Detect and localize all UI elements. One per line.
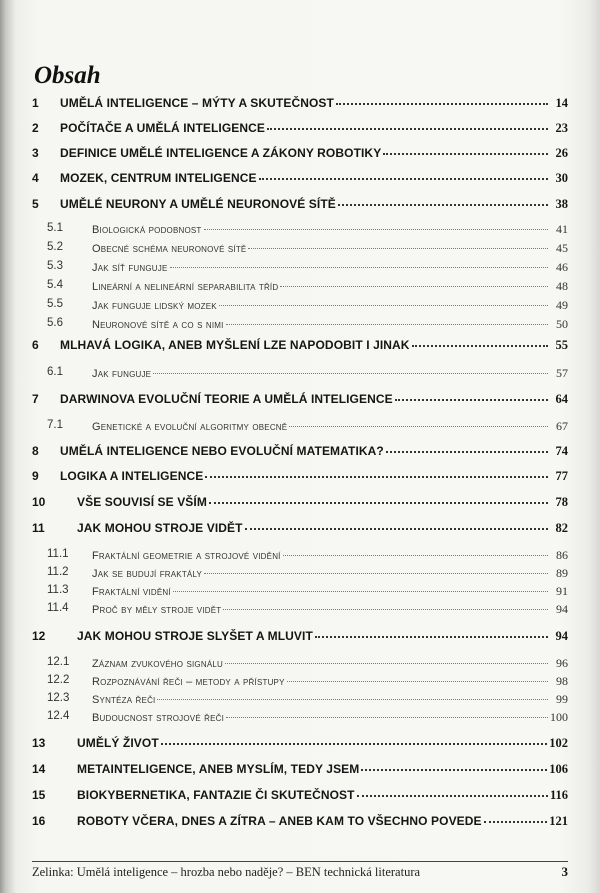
toc-entry-title: POČÍTAČE A UMĚLÁ INTELIGENCE — [60, 121, 266, 135]
toc-entry-title: DEFINICE UMĚLÉ INTELIGENCE A ZÁKONY ROBOTIKY — [60, 146, 382, 160]
toc-subentry[interactable] — [0, 656, 568, 671]
toc-entry-page: 38 — [555, 197, 568, 211]
toc-entry-title: Neuronové sítě a co s nimi — [92, 319, 224, 331]
toc-entry-page: 96 — [556, 656, 568, 670]
toc-chapter-entry[interactable] — [0, 146, 568, 161]
toc-entry-title: MLHAVÁ LOGIKA, ANEB MYŠLENÍ LZE NAPODOBIT I JINAK — [60, 338, 410, 352]
toc-entry-title: Záznam zvukového signálu — [92, 658, 223, 670]
toc-entry-page: 26 — [555, 146, 568, 160]
toc-subentry[interactable] — [0, 366, 568, 381]
toc-entry-number: 13 — [32, 736, 46, 750]
toc-chapter-entry[interactable] — [0, 444, 568, 459]
toc-entry-title: Fraktální vidění — [92, 586, 171, 598]
dot-leader — [226, 716, 548, 718]
dot-leader — [361, 768, 547, 771]
toc-entry-page: 23 — [555, 121, 568, 135]
footer-page-number: 3 — [561, 864, 568, 879]
toc-chapter-entry[interactable] — [0, 495, 568, 510]
dot-leader — [204, 228, 548, 230]
toc-entry-title: Jak funguje — [92, 368, 152, 380]
dot-leader — [395, 398, 548, 401]
toc-entry-number: 7.1 — [47, 419, 63, 431]
toc-entry-page: 106 — [549, 762, 568, 776]
toc-entry-number: 5 — [32, 197, 39, 211]
dot-leader — [386, 450, 548, 453]
toc-entry-title: VŠE SOUVISÍ SE VŠÍM — [77, 495, 207, 509]
toc-subentry[interactable] — [0, 566, 568, 581]
dot-leader — [289, 425, 548, 427]
toc-entry-number: 5.3 — [47, 260, 63, 272]
toc-entry-page: 64 — [555, 392, 568, 406]
toc-entry-title: Budoucnost strojové řeči — [92, 712, 225, 724]
dot-leader — [225, 662, 548, 664]
toc-entry-title: METAINTELIGENCE, ANEB MYSLÍM, TEDY JSEM — [77, 762, 360, 776]
dot-leader — [259, 177, 548, 180]
toc-chapter-entry[interactable] — [0, 736, 568, 751]
toc-chapter-entry[interactable] — [0, 96, 568, 111]
toc-entry-number: 12 — [32, 629, 46, 643]
toc-entry-page: 99 — [556, 692, 568, 706]
toc-entry-page: 55 — [555, 338, 568, 352]
dot-leader — [204, 572, 548, 574]
toc-entry-number: 6.1 — [47, 366, 63, 378]
toc-entry-page: 82 — [555, 521, 568, 535]
toc-entry-number: 5.2 — [47, 241, 63, 253]
toc-entry-page: 78 — [555, 495, 568, 509]
dot-leader — [161, 742, 547, 745]
toc-entry-page: 49 — [556, 298, 568, 312]
toc-entry-title: ROBOTY VČERA, DNES A ZÍTRA – ANEB KAM TO VŠECHNO POVEDE — [77, 814, 482, 828]
toc-subentry[interactable] — [0, 674, 568, 689]
toc-subentry[interactable] — [0, 298, 568, 313]
toc-entry-title: BIOKYBERNETIKA, FANTAZIE ČI SKUTEČNOST — [77, 788, 355, 802]
toc-entry-number: 15 — [32, 788, 46, 802]
toc-entry-page: 57 — [556, 366, 568, 380]
toc-entry-title: Biologická podobnost — [92, 224, 202, 236]
toc-entry-number: 3 — [32, 146, 39, 160]
dot-leader — [226, 323, 548, 325]
toc-entry-page: 48 — [556, 279, 568, 293]
toc-entry-title: DARWINOVA EVOLUČNÍ TEORIE A UMĚLÁ INTELIGENCE — [60, 392, 393, 406]
toc-entry-number: 5.1 — [47, 222, 63, 234]
dot-leader — [170, 266, 548, 268]
toc-entry-page: 86 — [556, 548, 568, 562]
toc-entry-number: 12.2 — [47, 674, 70, 686]
dot-leader — [223, 608, 548, 610]
dot-leader — [315, 635, 548, 638]
toc-entry-title: Rozpoznávání řeči – metody a přístupy — [92, 676, 285, 688]
toc-subentry[interactable] — [0, 548, 568, 563]
toc-entry-title: UMĚLÝ ŽIVOT — [77, 736, 159, 750]
toc-entry-number: 5.6 — [47, 317, 63, 329]
toc-subentry[interactable] — [0, 602, 568, 617]
footer-text: Zelinka: Umělá inteligence – hrozba nebo naděje? – BEN technická literatura — [32, 865, 421, 879]
toc-entry-page: 89 — [556, 566, 568, 580]
toc-entry-page: 14 — [555, 96, 568, 110]
toc-entry-page: 50 — [556, 317, 568, 331]
toc-chapter-entry[interactable] — [0, 338, 568, 353]
toc-entry-title: Proč by měly stroje vidět — [92, 604, 222, 616]
toc-entry-title: LOGIKA A INTELIGENCE — [60, 469, 204, 483]
dot-leader — [338, 203, 548, 206]
toc-entry-number: 11.2 — [47, 566, 69, 578]
toc-entry-number: 7 — [32, 392, 39, 406]
toc-entry-number: 11 — [32, 521, 45, 535]
toc-entry-number: 12.1 — [47, 656, 70, 668]
dot-leader — [157, 698, 548, 700]
toc-chapter-entry[interactable] — [0, 392, 568, 407]
dot-leader — [287, 680, 548, 682]
toc-entry-number: 11.1 — [47, 548, 69, 560]
toc-entry-page: 74 — [555, 444, 568, 458]
toc-entry-title: MOZEK, CENTRUM INTELIGENCE — [60, 171, 257, 185]
toc-entry-page: 30 — [555, 171, 568, 185]
toc-subentry[interactable] — [0, 317, 568, 332]
toc-entry-title: UMĚLÁ INTELIGENCE NEBO EVOLUČNÍ MATEMATIKA? — [60, 444, 384, 458]
toc-entry-number: 2 — [32, 121, 39, 135]
toc-entry-page: 116 — [549, 788, 568, 802]
dot-leader — [248, 247, 548, 249]
toc-entry-title: Fraktální geometrie a strojové vidění — [92, 550, 281, 562]
toc-entry-number: 5.5 — [47, 298, 63, 310]
toc-chapter-entry[interactable] — [0, 788, 568, 803]
toc-entry-title: Jak síť funguje — [92, 262, 168, 274]
toc-entry-number: 16 — [32, 814, 46, 828]
toc-entry-page: 94 — [555, 629, 568, 643]
toc-entry-page: 67 — [556, 419, 568, 433]
toc-entry-number: 11.4 — [47, 602, 69, 614]
dot-leader — [383, 152, 548, 155]
toc-subentry[interactable] — [0, 692, 568, 707]
toc-entry-page: 77 — [555, 469, 568, 483]
toc-subentry[interactable] — [0, 241, 568, 256]
toc-chapter-entry[interactable] — [0, 629, 568, 644]
dot-leader — [484, 820, 548, 823]
dot-leader — [412, 344, 548, 347]
toc-entry-number: 14 — [32, 762, 46, 776]
toc-entry-number: 10 — [32, 495, 46, 509]
footer-rule — [32, 861, 568, 862]
toc-entry-number: 12.4 — [47, 710, 70, 722]
dot-leader — [153, 372, 548, 374]
toc-entry-number: 8 — [32, 444, 39, 458]
toc-entry-title: Genetické a evoluční algoritmy obecně — [92, 421, 288, 433]
toc-entry-title: UMĚLÉ NEURONY A UMĚLÉ NEURONOVÉ SÍTĚ — [60, 197, 336, 211]
dot-leader — [267, 127, 548, 130]
toc-entry-number: 4 — [32, 171, 39, 185]
toc-entry-page: 94 — [556, 602, 568, 616]
toc-entry-page: 102 — [549, 736, 568, 750]
dot-leader — [283, 554, 548, 556]
toc-entry-title: Obecné schéma neuronové sítě — [92, 243, 247, 255]
toc-subentry[interactable] — [0, 419, 568, 434]
toc-subentry[interactable] — [0, 584, 568, 599]
toc-chapter-entry[interactable] — [0, 469, 568, 484]
toc-entry-number: 9 — [32, 469, 39, 483]
toc-chapter-entry[interactable] — [0, 814, 568, 829]
toc-chapter-entry[interactable] — [0, 762, 568, 777]
toc-chapter-entry[interactable] — [0, 171, 568, 186]
toc-entry-page: 98 — [556, 674, 568, 688]
toc-subentry[interactable] — [0, 279, 568, 294]
toc-entry-page: 100 — [550, 710, 568, 724]
toc-entry-page: 121 — [549, 814, 568, 828]
toc-subentry[interactable] — [0, 222, 568, 237]
toc-entry-title: JAK MOHOU STROJE VIDĚT — [77, 521, 243, 535]
toc-entry-title: Syntéza řeči — [92, 694, 156, 706]
toc-heading: Obsah — [34, 62, 101, 89]
toc-subentry[interactable] — [0, 260, 568, 275]
dot-leader — [280, 285, 548, 287]
toc-entry-page: 45 — [556, 241, 568, 255]
toc-entry-title: Jak funguje lidský mozek — [92, 300, 217, 312]
dot-leader — [173, 590, 548, 592]
toc-entry-number: 6 — [32, 338, 39, 352]
toc-entry-number: 12.3 — [47, 692, 70, 704]
dot-leader — [209, 501, 548, 504]
toc-entry-title: JAK MOHOU STROJE SLYŠET A MLUVIT — [77, 629, 313, 643]
toc-entry-number: 5.4 — [47, 279, 63, 291]
toc-entry-page: 91 — [556, 584, 568, 598]
dot-leader — [357, 794, 548, 797]
dot-leader — [205, 475, 548, 478]
dot-leader — [219, 304, 548, 306]
dot-leader — [245, 527, 548, 530]
toc-entry-title: UMĚLÁ INTELIGENCE – MÝTY A SKUTEČNOST — [60, 96, 334, 110]
toc-entry-page: 46 — [556, 260, 568, 274]
dot-leader — [336, 102, 548, 105]
toc-entry-number: 11.3 — [47, 584, 69, 596]
toc-entry-page: 41 — [556, 222, 568, 236]
toc-entry-title: Lineární a nelineární separabilita tříd — [92, 281, 279, 293]
toc-subentry[interactable] — [0, 710, 568, 725]
toc-entry-title: Jak se budují fraktály — [92, 568, 203, 580]
toc-chapter-entry[interactable] — [0, 521, 568, 536]
toc-entry-number: 1 — [32, 96, 39, 110]
toc-chapter-entry[interactable] — [0, 121, 568, 136]
toc-chapter-entry[interactable] — [0, 197, 568, 212]
